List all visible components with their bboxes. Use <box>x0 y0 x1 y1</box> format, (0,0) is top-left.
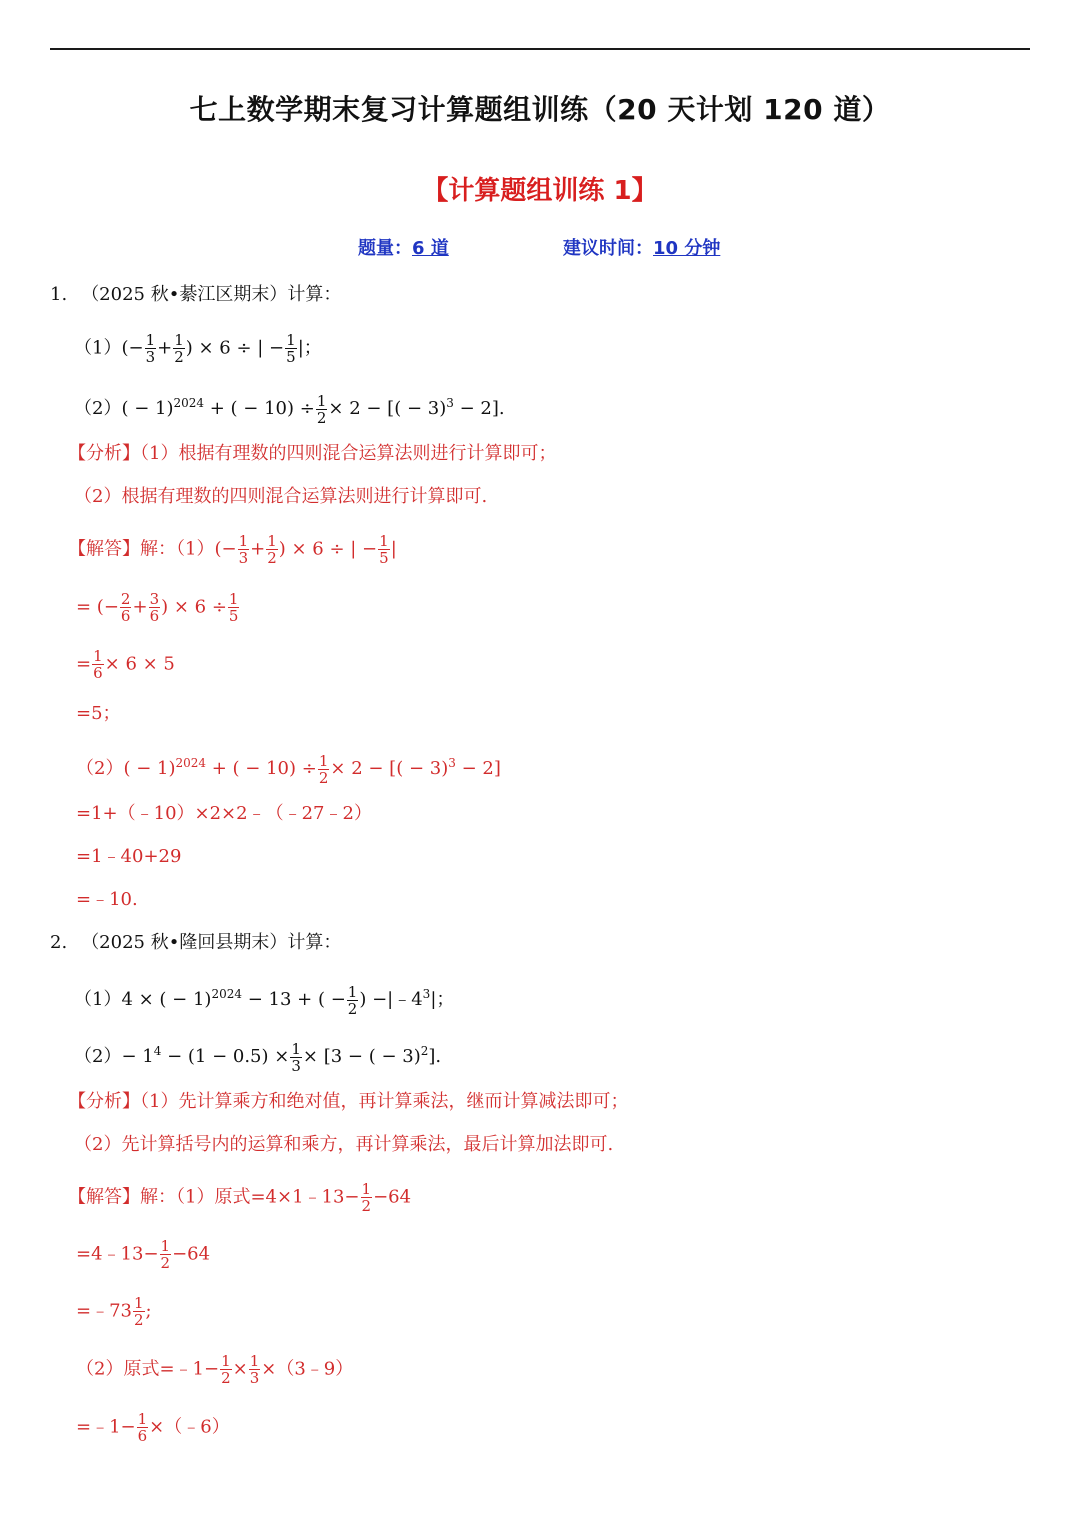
problem-1-analysis-1: 【分析】（1）根据有理数的四则混合运算法则进行计算即可； <box>68 443 557 464</box>
problem-number: 1. <box>50 284 68 305</box>
question-count-label: 题量： <box>358 238 412 259</box>
problem-2-part-1: （1）4 × ( − 1)$^{2024}$ − 13 + ( − $\frac{1}{2}$ ) $-|﹣4^3|$； <box>74 982 455 1018</box>
problem-1-header <box>50 281 341 309</box>
problem-1-answer-part-2-line-4: =﹣10. <box>76 889 138 910</box>
problem-2-answer-line-3: =﹣73 $\frac{1}{2}$ ; <box>76 1294 152 1329</box>
suggested-time-label: 建议时间： <box>563 238 653 259</box>
analysis-label: 【分析】 <box>68 443 140 464</box>
problem-1-answer-part-2-line-3: =1﹣40+29 <box>76 846 182 867</box>
problem-1-answer-line-2: = (− $\frac{2}{6}$ + $\frac{3}{6}$ ) × 6 ÷ $\frac{1}{5}$ <box>76 590 239 625</box>
problem-2-header <box>50 929 341 957</box>
problem-1-answer-part-2-line-2: =1+（﹣10）×2×2﹣（﹣27﹣2） <box>76 803 372 824</box>
answer-label: 【解答】 <box>68 1186 140 1208</box>
problem-2-answer-line-2: =4﹣13− $\frac{1}{2}$ −64 <box>76 1237 211 1272</box>
problem-1-part-1: （1）(− $\frac{1}{3}$ + $\frac{1}{2}$ ) × 6 ÷ | − $\frac{1}{5}$ |； <box>74 331 322 366</box>
page-title: 七上数学期末复习计算题组训练（20 天计划 120 道） <box>189 93 891 126</box>
problem-1-answer-part-2: $(2)( - 1)^{2024}$ + ( − 10) ÷ $\frac{1}{2}$ × 2 − [( − 3)$^3$ − 2] <box>76 751 501 787</box>
problem-1-analysis-2: （2）根据有理数的四则混合运算法则进行计算即可. <box>74 486 488 507</box>
answer-label: 【解答】 <box>68 538 140 560</box>
problem-1-answer-line-1: 【解答】解：（1）(− $\frac{1}{3}$ + $\frac{1}{2}$ ) × 6 ÷ | − $\frac{1}{5}$ | <box>68 532 397 567</box>
problem-source: （2025 秋•綦江区期末）计算： <box>81 284 342 305</box>
section-title: 【计算题组训练 1】 <box>422 176 658 206</box>
suggested-time-value: 10 分钟 <box>653 238 721 259</box>
problem-number: 2. <box>50 932 68 953</box>
analysis-label: 【分析】 <box>68 1091 140 1112</box>
problem-2-answer-part-2-line-2: =﹣1− $\frac{1}{6}$ ×（﹣6） <box>76 1410 230 1445</box>
header-rule <box>50 48 1030 50</box>
problem-2-answer-line-1: 【解答】解：（1）原式=4×1﹣13− $\frac{1}{2}$ −64 <box>68 1180 412 1215</box>
problem-1-part-2: $(2)( - 1)^{2024}$ + ( − 10) ÷ $\frac{1}{2}$ × 2 − [( − 3)$^3$ − 2]. <box>74 391 505 427</box>
problem-2-part-2: $(2)- 1^4 - (1 - 0.5)$ × $\frac{1}{3}$ × [3 − ( − 3)$^2$]. <box>74 1039 442 1075</box>
problem-2-analysis-1: 【分析】（1）先计算乘方和绝对值，再计算乘法，继而计算减法即可； <box>68 1091 629 1112</box>
problem-2-analysis-2: （2）先计算括号内的运算和乘方，再计算乘法，最后计算加法即可. <box>74 1134 614 1155</box>
suggested-time <box>563 234 720 260</box>
question-count <box>358 234 449 260</box>
problem-2-answer-part-2: （2）原式=﹣1− $\frac{1}{2}$ × $\frac{1}{3}$ ×（3﹣9） <box>76 1352 354 1387</box>
question-count-value: 6 道 <box>412 238 449 259</box>
problem-1-answer-line-3: = $\frac{1}{6}$ × 6 × 5 <box>76 647 175 682</box>
problem-1-answer-line-4: =5； <box>76 703 121 724</box>
problem-source: （2025 秋•隆回县期末）计算： <box>81 932 342 953</box>
